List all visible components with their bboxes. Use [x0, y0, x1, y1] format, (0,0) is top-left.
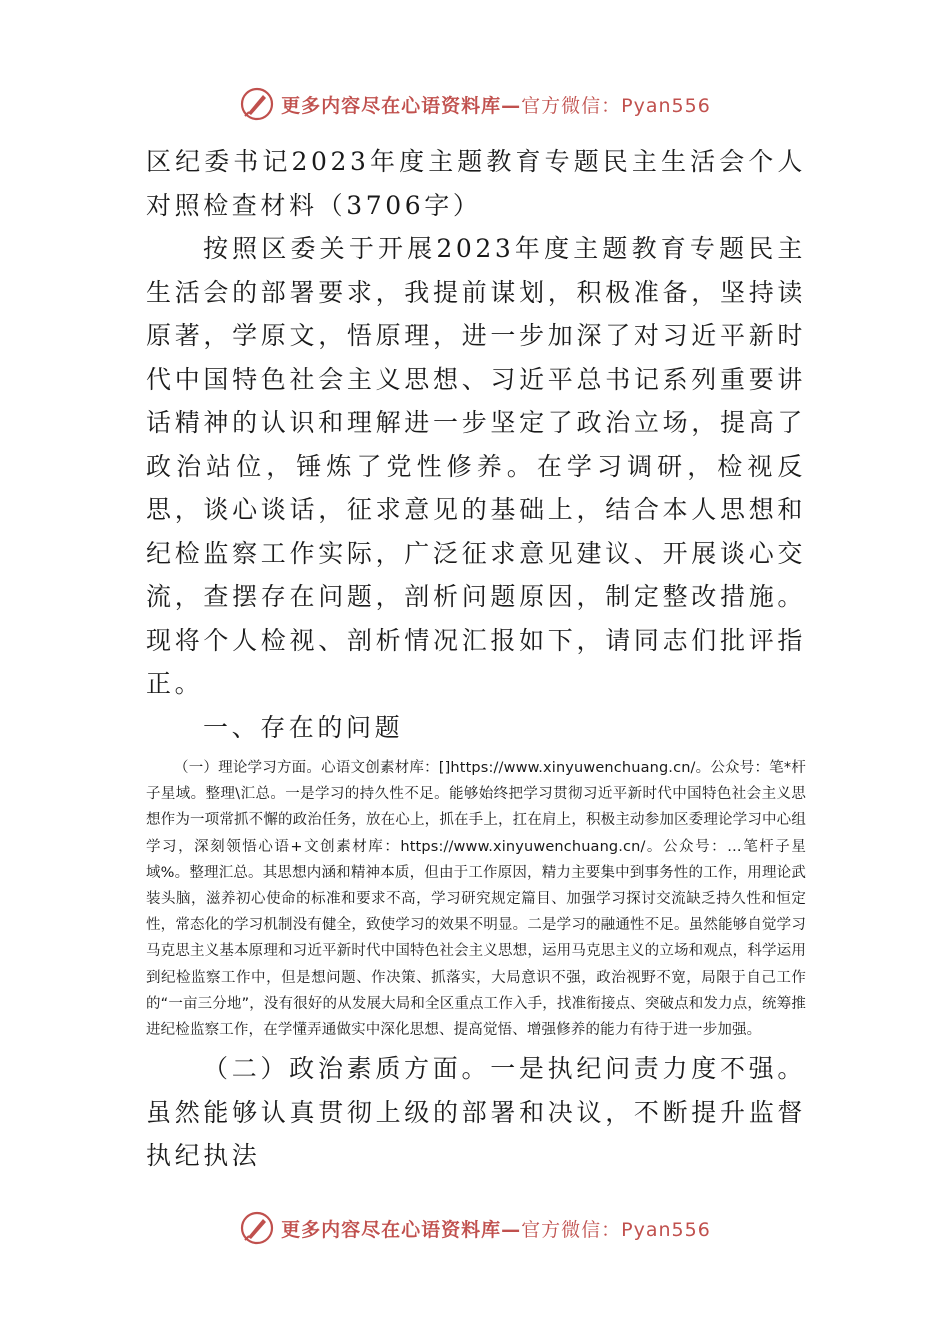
footer-banner-main: 更多内容尽在心语资料库: [281, 1218, 502, 1241]
header-banner-main: 更多内容尽在心语资料库: [281, 94, 502, 117]
header-banner-text: [281, 91, 711, 118]
quill-pen-logo-icon: [239, 86, 275, 122]
quill-pen-logo-icon: [239, 1210, 275, 1246]
document-title: 区纪委书记2023年度主题教育专题民主生活会个人对照检查材料（3706字）: [146, 147, 806, 220]
theory-study-paragraph: （一）理论学习方面。心语文创素材库：[]https://www.xinyuwenchuang.cn/。公众号：笔*杆子星域。整理\汇总。一是学习的持久性不足。能够始终把学习贯彻习近平新时代中国特色社会主义思想作为一项常抓不懈的政治任务，放在心上，抓在手上，扛在肩上，积极主动参加区委理论学习中心组学习，深刻领悟心语+文创素材库：https://www.xinyuwenchuang.cn/。公众号：…笔杆子星域%。整理汇总。其思想内涵和精神本质，但由于工作原因，精力主要集中到事务性的工作，用理论武装头脑，滋养初心使命的标准和要求不高，学习研究规定篇目、加强学习探讨交流缺乏持久性和恒定性，常态化的学习机制没有健全，致使学习的效果不明显。二是学习的融通性不足。虽然能够自觉学习马克思主义基本原理和习近平新时代中国特色社会主义思想，运用马克思主义的立场和观点，科学运用到纪检监察工作中，但是想问题、作决策、抓落实，大局意识不强，政治视野不宽，局限于自己工作的“一亩三分地”，没有很好的从发展大局和全区重点工作入手，找准衔接点、突破点和发力点，统筹推进纪检监察工作，在学懂弄通做实中深化思想、提高觉悟、增强修养的能力有待于进一步加强。: [146, 760, 806, 1039]
footer-banner: [0, 1208, 950, 1248]
intro-paragraph: 按照区委关于开展2023年度主题教育专题民主生活会的部署要求，我提前谋划，积极准备，坚持读原著，学原文，悟原理，进一步加深了对习近平新时代中国特色社会主义思想、习近平总书记系列重要讲话精神的认识和理解进一步坚定了政治立场，提高了政治站位，锤炼了党性修养。在学习调研，检视反思，谈心谈话，征求意见的基础上，结合本人思想和纪检监察工作实际，广泛征求意见建议、开展谈心交流，查摆存在问题，剖析问题原因，制定整改措施。现将个人检视、剖析情况汇报如下，请同志们批评指正。: [146, 234, 806, 698]
header-banner: [0, 84, 950, 124]
footer-banner-wechat: 官方微信：Pyan556: [521, 1218, 711, 1241]
header-banner-wechat: 官方微信：Pyan556: [521, 94, 711, 117]
footer-banner-separator: —: [501, 1218, 522, 1241]
section-heading-problems: 一、存在的问题: [203, 712, 404, 742]
footer-banner-text: [281, 1215, 711, 1242]
political-quality-paragraph: （二）政治素质方面。一是执纪问责力度不强。虽然能够认真贯彻上级的部署和决议，不断提升监督执纪执法: [146, 1054, 806, 1171]
document-body: [146, 140, 806, 1178]
header-banner-separator: —: [501, 94, 522, 117]
